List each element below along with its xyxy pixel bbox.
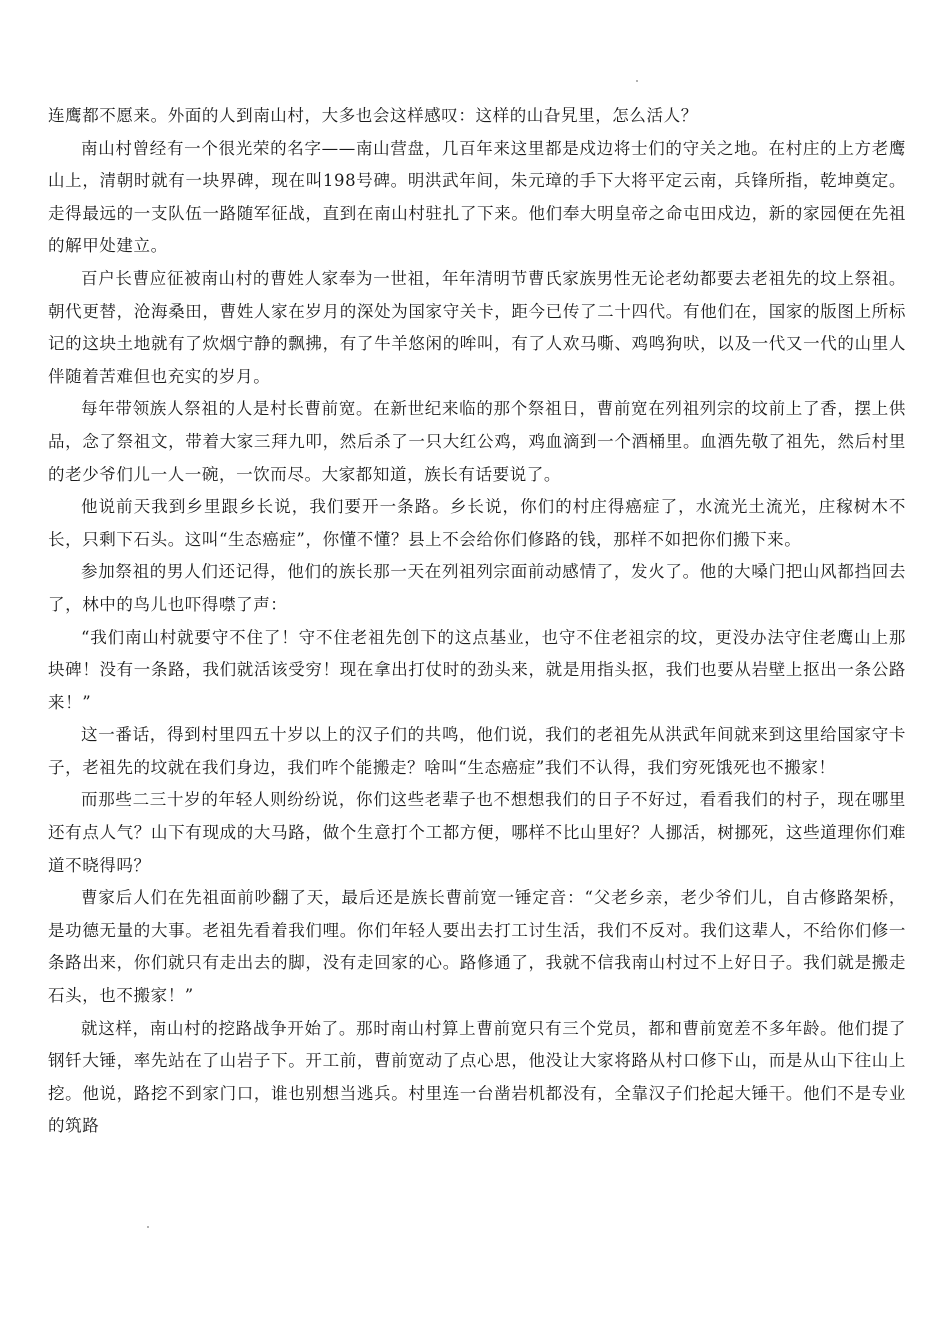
paragraph: 南山村曾经有一个很光荣的名字——南山营盘，几百年来这里都是戍边将士们的守关之地。在村庄的上方老鹰山上，清朝时就有一块界碑，现在叫198号碑。明洪武年间，朱元璋的手下大将平定云南，兵锋所指，乾坤奠定。走得最远的一支队伍一路随军征战，直到在南山村驻扎了下来。他们奉大明皇帝之命屯田戍边，新的家园便在先祖的解甲处建立。 bbox=[48, 138, 906, 256]
paragraph: 百户长曹应征被南山村的曹姓人家奉为一世祖，年年清明节曹氏家族男性无论老幼都要去老祖先的坟上祭祖。朝代更替，沧海桑田，曹姓人家在岁月的深处为国家守关卡，距今已传了二十四代。有他们在，国家的版图上所标记的这块土地就有了炊烟宁静的飘拂，有了牛羊悠闲的哞叫，有了人欢马嘶、鸡鸣狗吠，以及一代又一代的山里人伴随着苦难但也充实的岁月。 bbox=[48, 268, 906, 386]
paragraph: 就这样，南山村的挖路战争开始了。那时南山村算上曹前宽只有三个党员，都和曹前宽差不多年龄。他们提了钢钎大锤，率先站在了山岩子下。开工前，曹前宽动了点心思，他没让大家将路从村口修下山，而是从山下往山上挖。他说，路挖不到家门口，谁也别想当逃兵。村里连一台凿岩机都没有，全靠汉子们抡起大锤干。他们不是专业的筑路 bbox=[48, 1018, 906, 1136]
scan-speck bbox=[636, 80, 638, 82]
paragraph: 曹家后人们在先祖面前吵翻了天，最后还是族长曹前宽一锤定音：“父老乡亲，老少爷们儿，自古修路架桥，是功德无量的大事。老祖先看着我们哩。你们年轻人要出去打工讨生活，我们不反对。我们这辈人，不给你们修一条路出来，你们就只有走出去的脚，没有走回家的心。路修通了，我就不信我南山村过不上好日子。我们就是搬走石头，也不搬家！” bbox=[48, 888, 906, 1006]
scan-speck bbox=[147, 1226, 149, 1228]
paragraph: 参加祭祖的男人们还记得，他们的族长那一天在列祖列宗面前动感情了，发火了。他的大嗓门把山风都挡回去了，林中的鸟儿也吓得噤了声： bbox=[48, 562, 906, 614]
paragraph: 连鹰都不愿来。外面的人到南山村，大多也会这样感叹：这样的山旮旯里，怎么活人？ bbox=[48, 106, 698, 125]
paragraph: 每年带领族人祭祖的人是村长曹前宽。在新世纪来临的那个祭祖日，曹前宽在列祖列宗的坟前上了香，摆上供品，念了祭祖文，带着大家三拜九叩，然后杀了一只大红公鸡，鸡血滴到一个酒桶里。血酒先敬了祖先，然后村里的老少爷们儿一人一碗，一饮而尽。大家都知道，族长有话要说了。 bbox=[48, 399, 906, 484]
paragraph: 他说前天我到乡里跟乡长说，我们要开一条路。乡长说，你们的村庄得癌症了，水流光土流光，庄稼树木不长，只剩下石头。这叫“生态癌症”，你懂不懂？县上不会给你们修路的钱，那样不如把你们搬下来。 bbox=[48, 497, 906, 549]
paragraph: 这一番话，得到村里四五十岁以上的汉子们的共鸣，他们说，我们的老祖先从洪武年间就来到这里给国家守卡子，老祖先的坟就在我们身边，我们咋个能搬走？啥叫“生态癌症”我们不认得，我们穷死饿死也不搬家！ bbox=[48, 725, 906, 777]
paragraph: 而那些二三十岁的年轻人则纷纷说，你们这些老辈子也不想想我们的日子不好过，看看我们的村子，现在哪里还有点人气？山下有现成的大马路，做个生意打个工都方便，哪样不比山里好？人挪活，树挪死，这些道理你们难道不晓得吗？ bbox=[48, 790, 906, 875]
quoted-speech-paragraph: “我们南山村就要守不住了！守不住老祖先创下的这点基业，也守不住老祖宗的坟，更没办法守住老鹰山上那块碑！没有一条路，我们就活该受穷！现在拿出打仗时的劲头来，就是用指头抠，我们也要从岩壁上抠出一条公路来！” bbox=[48, 627, 906, 712]
article-body bbox=[48, 100, 906, 1143]
